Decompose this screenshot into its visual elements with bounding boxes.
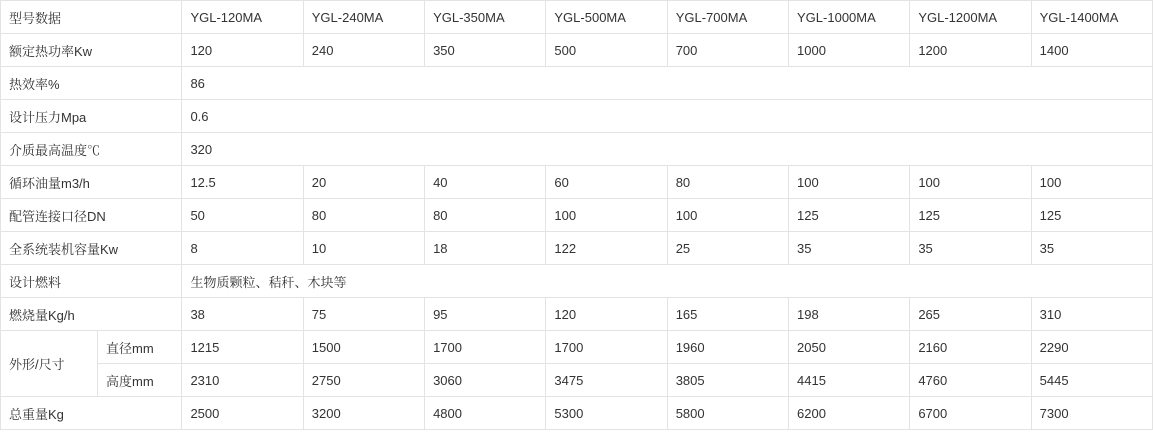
table-cell: 2750 <box>303 364 424 397</box>
table-cell: 700 <box>667 34 788 67</box>
table-cell: 18 <box>425 232 546 265</box>
table-cell-merged: 生物质颗粒、秸秆、木块等 <box>182 265 1153 298</box>
table-cell-merged: 86 <box>182 67 1153 100</box>
table-cell: 100 <box>789 166 910 199</box>
table-body <box>1 1 1153 430</box>
table-row <box>1 364 1153 397</box>
table-cell: 350 <box>425 34 546 67</box>
table-row <box>1 133 1153 166</box>
row-label-group: 外形/尺寸 <box>1 331 98 397</box>
table-cell: 120 <box>182 34 303 67</box>
table-cell: 60 <box>546 166 667 199</box>
row-label: 型号数据 <box>1 1 182 34</box>
row-label: 总重量Kg <box>1 397 182 430</box>
table-cell: 5300 <box>546 397 667 430</box>
table-row <box>1 166 1153 199</box>
table-cell: 38 <box>182 298 303 331</box>
table-cell: YGL-700MA <box>667 1 788 34</box>
row-label: 额定热功率Kw <box>1 34 182 67</box>
table-cell: 35 <box>789 232 910 265</box>
row-label: 设计压力Mpa <box>1 100 182 133</box>
table-row <box>1 331 1153 364</box>
table-cell: 100 <box>546 199 667 232</box>
row-sublabel: 直径mm <box>98 331 182 364</box>
table-row <box>1 298 1153 331</box>
row-label: 全系统装机容量Kw <box>1 232 182 265</box>
table-cell: 1700 <box>546 331 667 364</box>
table-cell: 80 <box>425 199 546 232</box>
table-cell: YGL-1200MA <box>910 1 1031 34</box>
table-cell: 2160 <box>910 331 1031 364</box>
table-cell: 1000 <box>789 34 910 67</box>
table-cell: 80 <box>303 199 424 232</box>
table-cell: YGL-240MA <box>303 1 424 34</box>
table-cell: 35 <box>910 232 1031 265</box>
table-cell: 240 <box>303 34 424 67</box>
row-sublabel: 高度mm <box>98 364 182 397</box>
table-cell: 100 <box>1031 166 1152 199</box>
table-cell: 50 <box>182 199 303 232</box>
table-cell: 8 <box>182 232 303 265</box>
table-cell: 2050 <box>789 331 910 364</box>
table-row <box>1 34 1153 67</box>
table-cell: YGL-1000MA <box>789 1 910 34</box>
table-cell: 1500 <box>303 331 424 364</box>
table-cell-merged: 320 <box>182 133 1153 166</box>
table-cell: 125 <box>910 199 1031 232</box>
table-row <box>1 199 1153 232</box>
table-cell: 35 <box>1031 232 1152 265</box>
table-cell: 95 <box>425 298 546 331</box>
table-cell: 3475 <box>546 364 667 397</box>
table-cell: 75 <box>303 298 424 331</box>
table-cell: 12.5 <box>182 166 303 199</box>
table-cell: YGL-1400MA <box>1031 1 1152 34</box>
table-cell: 125 <box>789 199 910 232</box>
row-label: 设计燃料 <box>1 265 182 298</box>
table-cell: 7300 <box>1031 397 1152 430</box>
row-label: 循环油量m3/h <box>1 166 182 199</box>
row-label: 热效率% <box>1 67 182 100</box>
table-cell: 20 <box>303 166 424 199</box>
table-cell: 3060 <box>425 364 546 397</box>
table-cell: 6200 <box>789 397 910 430</box>
table-cell: YGL-350MA <box>425 1 546 34</box>
table-cell: 165 <box>667 298 788 331</box>
table-cell: 120 <box>546 298 667 331</box>
table-row <box>1 67 1153 100</box>
table-cell: 122 <box>546 232 667 265</box>
table-cell: 4760 <box>910 364 1031 397</box>
table-row <box>1 100 1153 133</box>
table-cell: 6700 <box>910 397 1031 430</box>
table-cell: 2500 <box>182 397 303 430</box>
table-cell: 4800 <box>425 397 546 430</box>
table-row <box>1 232 1153 265</box>
table-cell: 100 <box>667 199 788 232</box>
table-cell: 1215 <box>182 331 303 364</box>
table-cell: YGL-500MA <box>546 1 667 34</box>
table-cell: 125 <box>1031 199 1152 232</box>
table-cell: 1960 <box>667 331 788 364</box>
table-row <box>1 1 1153 34</box>
table-cell: 2290 <box>1031 331 1152 364</box>
table-cell: YGL-120MA <box>182 1 303 34</box>
table-cell: 3200 <box>303 397 424 430</box>
table-cell: 5800 <box>667 397 788 430</box>
table-cell: 1200 <box>910 34 1031 67</box>
table-row <box>1 265 1153 298</box>
table-cell: 265 <box>910 298 1031 331</box>
table-cell: 2310 <box>182 364 303 397</box>
row-label: 介质最高温度℃ <box>1 133 182 166</box>
table-cell: 40 <box>425 166 546 199</box>
table-cell: 4415 <box>789 364 910 397</box>
table-cell: 198 <box>789 298 910 331</box>
table-cell: 5445 <box>1031 364 1152 397</box>
row-label: 配管连接口径DN <box>1 199 182 232</box>
table-cell: 80 <box>667 166 788 199</box>
table-cell: 25 <box>667 232 788 265</box>
row-label: 燃烧量Kg/h <box>1 298 182 331</box>
table-cell-merged: 0.6 <box>182 100 1153 133</box>
table-cell: 310 <box>1031 298 1152 331</box>
table-cell: 3805 <box>667 364 788 397</box>
table-cell: 1400 <box>1031 34 1152 67</box>
table-cell: 1700 <box>425 331 546 364</box>
table-cell: 10 <box>303 232 424 265</box>
table-row <box>1 397 1153 430</box>
table-cell: 500 <box>546 34 667 67</box>
table-cell: 100 <box>910 166 1031 199</box>
